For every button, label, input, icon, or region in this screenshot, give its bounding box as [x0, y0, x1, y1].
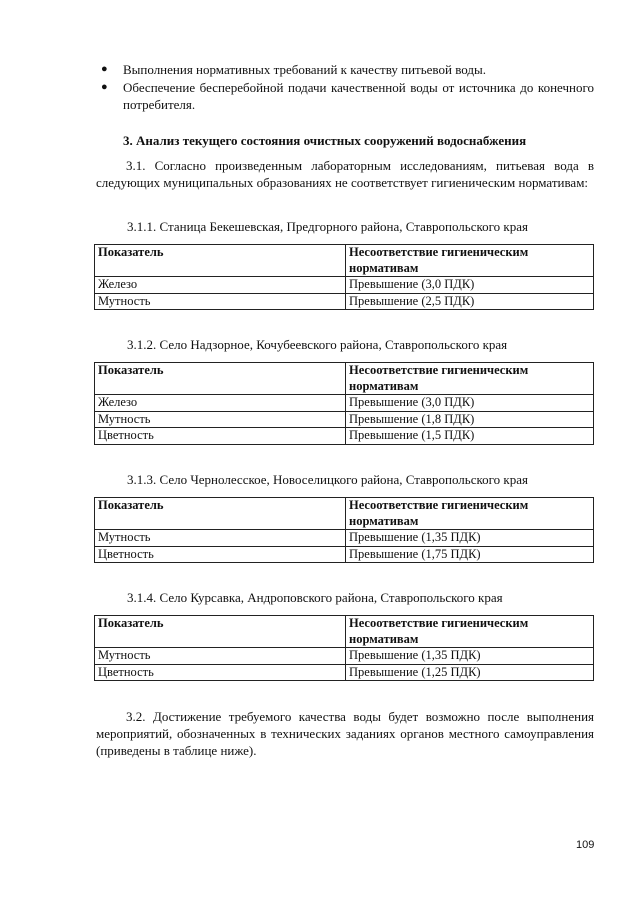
water-quality-table: [94, 362, 594, 445]
subsection-title: 3.1.4. Село Курсавка, Андроповского района, Ставропольского края: [127, 590, 503, 605]
table-row: [95, 428, 594, 445]
indicator-cell: Цветность: [95, 546, 346, 563]
value-cell: Превышение (1,75 ПДК): [346, 546, 594, 563]
value-cell: Превышение (1,35 ПДК): [346, 530, 594, 547]
header-indicator: Показатель: [95, 498, 346, 530]
value-cell: Превышение (1,25 ПДК): [346, 664, 594, 681]
indicator-cell: Мутность: [95, 648, 346, 665]
header-nonconformity: Несоответствие гигиеническим нормативам: [346, 245, 594, 277]
subsection-title: 3.1.1. Станица Бекешевская, Предгорного района, Ставропольского края: [127, 219, 528, 234]
value-cell: Превышение (3,0 ПДК): [346, 277, 594, 294]
indicator-cell: Железо: [95, 277, 346, 294]
header-indicator: Показатель: [95, 616, 346, 648]
water-quality-table: [94, 244, 594, 310]
indicator-cell: Железо: [95, 395, 346, 412]
table-row: [95, 648, 594, 665]
subsection-title: 3.1.3. Село Чернолесское, Новоселицкого района, Ставропольского края: [127, 472, 528, 487]
table-header-row: [95, 616, 594, 648]
indicator-cell: Цветность: [95, 664, 346, 681]
indicator-cell: Цветность: [95, 428, 346, 445]
table-row: [95, 546, 594, 563]
header-nonconformity: Несоответствие гигиеническим нормативам: [346, 498, 594, 530]
table-row: [95, 277, 594, 294]
value-cell: Превышение (1,35 ПДК): [346, 648, 594, 665]
intro-paragraph: 3.1. Согласно произведенным лабораторным исследованиям, питьевая вода в следующих муниципальных образованиях не соответствует гигиеническим нормативам:: [96, 158, 594, 190]
bullet-item: ● Обеспечение бесперебойной подачи качественной воды от источника до конечного потребителя.: [101, 80, 594, 112]
table-row: [95, 411, 594, 428]
indicator-cell: Мутность: [95, 530, 346, 547]
closing-paragraph: 3.2. Достижение требуемого качества воды будет возможно после выполнения мероприятий, обозначенных в технических заданиях органов местного самоуправления (приведены в таблице ниже).: [96, 709, 594, 758]
header-nonconformity: Несоответствие гигиеническим нормативам: [346, 616, 594, 648]
bullet-item: ● Выполнения нормативных требований к качеству питьевой воды.: [101, 62, 486, 77]
table-header-row: [95, 363, 594, 395]
goals-bullet-list: [96, 61, 594, 113]
table-row: [95, 293, 594, 310]
table-row: [95, 530, 594, 547]
bullet-dot-icon: ●: [101, 81, 108, 93]
table-row: [95, 664, 594, 681]
table-header-row: [95, 245, 594, 277]
page-number: 109: [576, 839, 595, 851]
value-cell: Превышение (3,0 ПДК): [346, 395, 594, 412]
table-header-row: [95, 498, 594, 530]
table-row: [95, 395, 594, 412]
value-cell: Превышение (1,8 ПДК): [346, 411, 594, 428]
header-indicator: Показатель: [95, 245, 346, 277]
header-indicator: Показатель: [95, 363, 346, 395]
indicator-cell: Мутность: [95, 293, 346, 310]
value-cell: Превышение (2,5 ПДК): [346, 293, 594, 310]
bullet-dot-icon: ●: [101, 63, 108, 75]
water-quality-table: [94, 497, 594, 563]
subsection-title: 3.1.2. Село Надзорное, Кочубеевского района, Ставропольского края: [127, 337, 508, 352]
indicator-cell: Мутность: [95, 411, 346, 428]
value-cell: Превышение (1,5 ПДК): [346, 428, 594, 445]
header-nonconformity: Несоответствие гигиеническим нормативам: [346, 363, 594, 395]
water-quality-table: [94, 615, 594, 681]
section-heading: 3. Анализ текущего состояния очистных сооружений водоснабжения: [123, 133, 527, 148]
